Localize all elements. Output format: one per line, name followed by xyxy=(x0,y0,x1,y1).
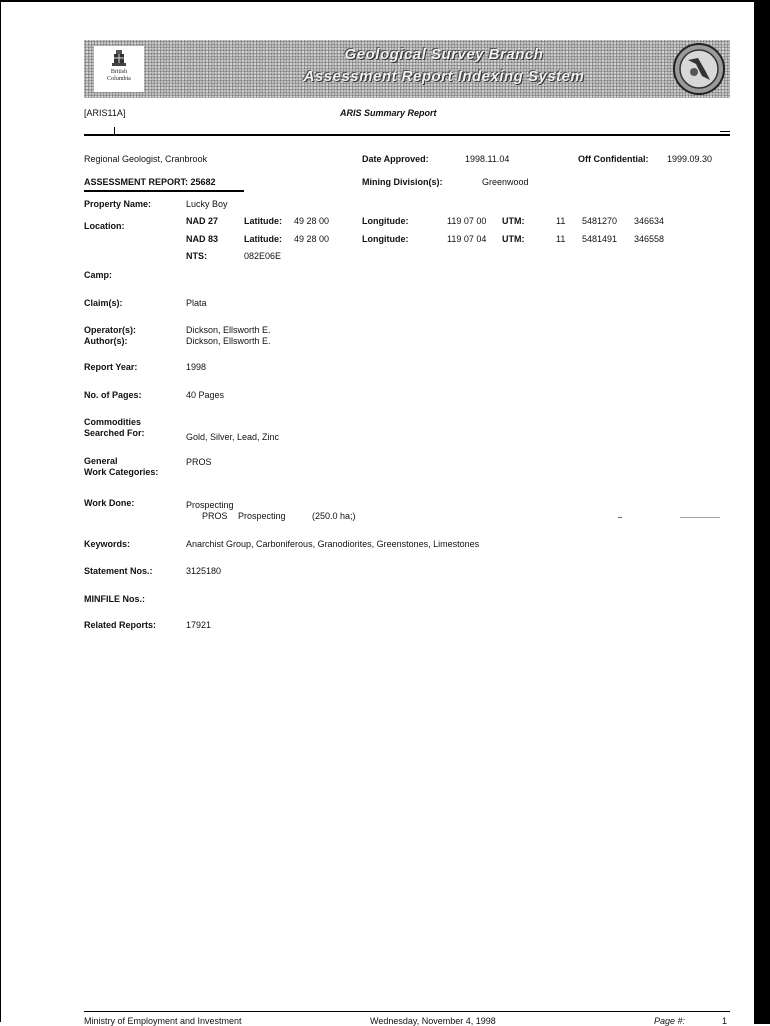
report-code: [ARIS11A] xyxy=(84,108,126,118)
seal-icon xyxy=(672,42,726,96)
claims-value: Plata xyxy=(186,298,207,308)
logo-line2: Columbia xyxy=(107,76,131,82)
work-categories-value: PROS xyxy=(186,457,212,467)
scan-edge-bar xyxy=(754,0,770,1024)
utm-zone: 11 xyxy=(556,216,566,226)
header-banner xyxy=(84,40,730,98)
nts-label: NTS: xyxy=(186,251,207,261)
footer-date: Wednesday, November 4, 1998 xyxy=(370,1016,496,1026)
statement-label: Statement Nos.: xyxy=(84,566,153,576)
work-code: PROS xyxy=(202,511,228,521)
work-categories-label-2: Work Categories: xyxy=(84,467,159,477)
report-year-label: Report Year: xyxy=(84,362,138,372)
utm-northing: 5481270 xyxy=(582,216,618,226)
footer-page-number: 1 xyxy=(722,1016,728,1026)
property-name-label: Property Name: xyxy=(84,199,152,209)
footer-page-label: Page #: xyxy=(654,1016,686,1026)
utm-easting: 346558 xyxy=(634,234,665,244)
work-area: (250.0 ha;) xyxy=(312,511,356,521)
rule-tick xyxy=(114,127,115,134)
property-name-value: Lucky Boy xyxy=(186,199,228,209)
date-approved-label: Date Approved: xyxy=(362,154,429,164)
utm-northing: 5481491 xyxy=(582,234,618,244)
datum-nad27: NAD 27 xyxy=(186,216,219,226)
operator-label: Operator(s): xyxy=(84,325,137,335)
statement-value: 3125180 xyxy=(186,566,222,576)
pages-label: No. of Pages: xyxy=(84,390,142,400)
utm-label: UTM: xyxy=(502,216,525,226)
utm-label: UTM: xyxy=(502,234,525,244)
date-approved-value: 1998.11.04 xyxy=(465,154,510,164)
assessment-report-number: ASSESSMENT REPORT: 25682 xyxy=(84,177,216,187)
author-label: Author(s): xyxy=(84,336,128,346)
nts-value: 082E06E xyxy=(244,251,282,261)
logo-line1: British xyxy=(110,69,128,75)
scan-speck xyxy=(680,517,720,518)
location-label: Location: xyxy=(84,221,125,231)
operator-value: Dickson, Ellsworth E. xyxy=(186,325,271,335)
related-reports-label: Related Reports: xyxy=(84,620,157,630)
latitude-value: 49 28 00 xyxy=(294,216,330,226)
footer-ministry: Ministry of Employment and Investment xyxy=(84,1016,242,1026)
commodities-label: Commodities xyxy=(84,417,142,427)
work-categories-label: General xyxy=(84,456,118,466)
latitude-value: 49 28 00 xyxy=(294,234,330,244)
scan-speck xyxy=(618,517,622,518)
latitude-label: Latitude: xyxy=(244,234,282,244)
assessment-underline xyxy=(84,190,244,192)
commodities-label-2: Searched For: xyxy=(84,428,145,438)
mining-division-value: Greenwood xyxy=(482,177,529,187)
longitude-value: 119 07 04 xyxy=(447,234,487,244)
bc-logo xyxy=(94,46,144,92)
longitude-label: Longitude: xyxy=(362,234,409,244)
author-value: Dickson, Ellsworth E. xyxy=(186,336,271,346)
longitude-label: Longitude: xyxy=(362,216,409,226)
longitude-value: 119 07 00 xyxy=(447,216,487,226)
keywords-label: Keywords: xyxy=(84,539,131,549)
latitude-label: Latitude: xyxy=(244,216,282,226)
report-year-value: 1998 xyxy=(186,362,207,372)
keywords-value: Anarchist Group, Carboniferous, Granodiorites, Greenstones, Limestones xyxy=(186,539,480,549)
utm-easting: 346634 xyxy=(634,216,665,226)
camp-label: Camp: xyxy=(84,270,113,280)
report-title: ARIS Summary Report xyxy=(340,108,437,118)
commodities-value: Gold, Silver, Lead, Zinc xyxy=(186,432,280,442)
off-confidential-value: 1999.09.30 xyxy=(667,154,713,164)
crest-icon xyxy=(111,49,127,67)
minfile-label: MINFILE Nos.: xyxy=(84,594,145,604)
utm-zone: 11 xyxy=(556,234,566,244)
header-rule xyxy=(84,134,730,136)
work-done-value: Prospecting xyxy=(186,500,234,510)
banner-title: Geological Survey Branch xyxy=(344,46,544,63)
off-confidential-label: Off Confidential: xyxy=(578,154,649,164)
datum-nad83: NAD 83 xyxy=(186,234,219,244)
pages-value: 40 Pages xyxy=(186,390,225,400)
claims-label: Claim(s): xyxy=(84,298,123,308)
mining-division-label: Mining Division(s): xyxy=(362,177,443,187)
rule-tick xyxy=(720,131,730,132)
banner-subtitle: Assessment Report Indexing System xyxy=(303,68,585,85)
work-type: Prospecting xyxy=(238,511,286,521)
footer-rule xyxy=(84,1011,730,1012)
related-reports-value: 17921 xyxy=(186,620,212,630)
work-done-label: Work Done: xyxy=(84,498,135,508)
regional-geologist: Regional Geologist, Cranbrook xyxy=(84,154,208,164)
